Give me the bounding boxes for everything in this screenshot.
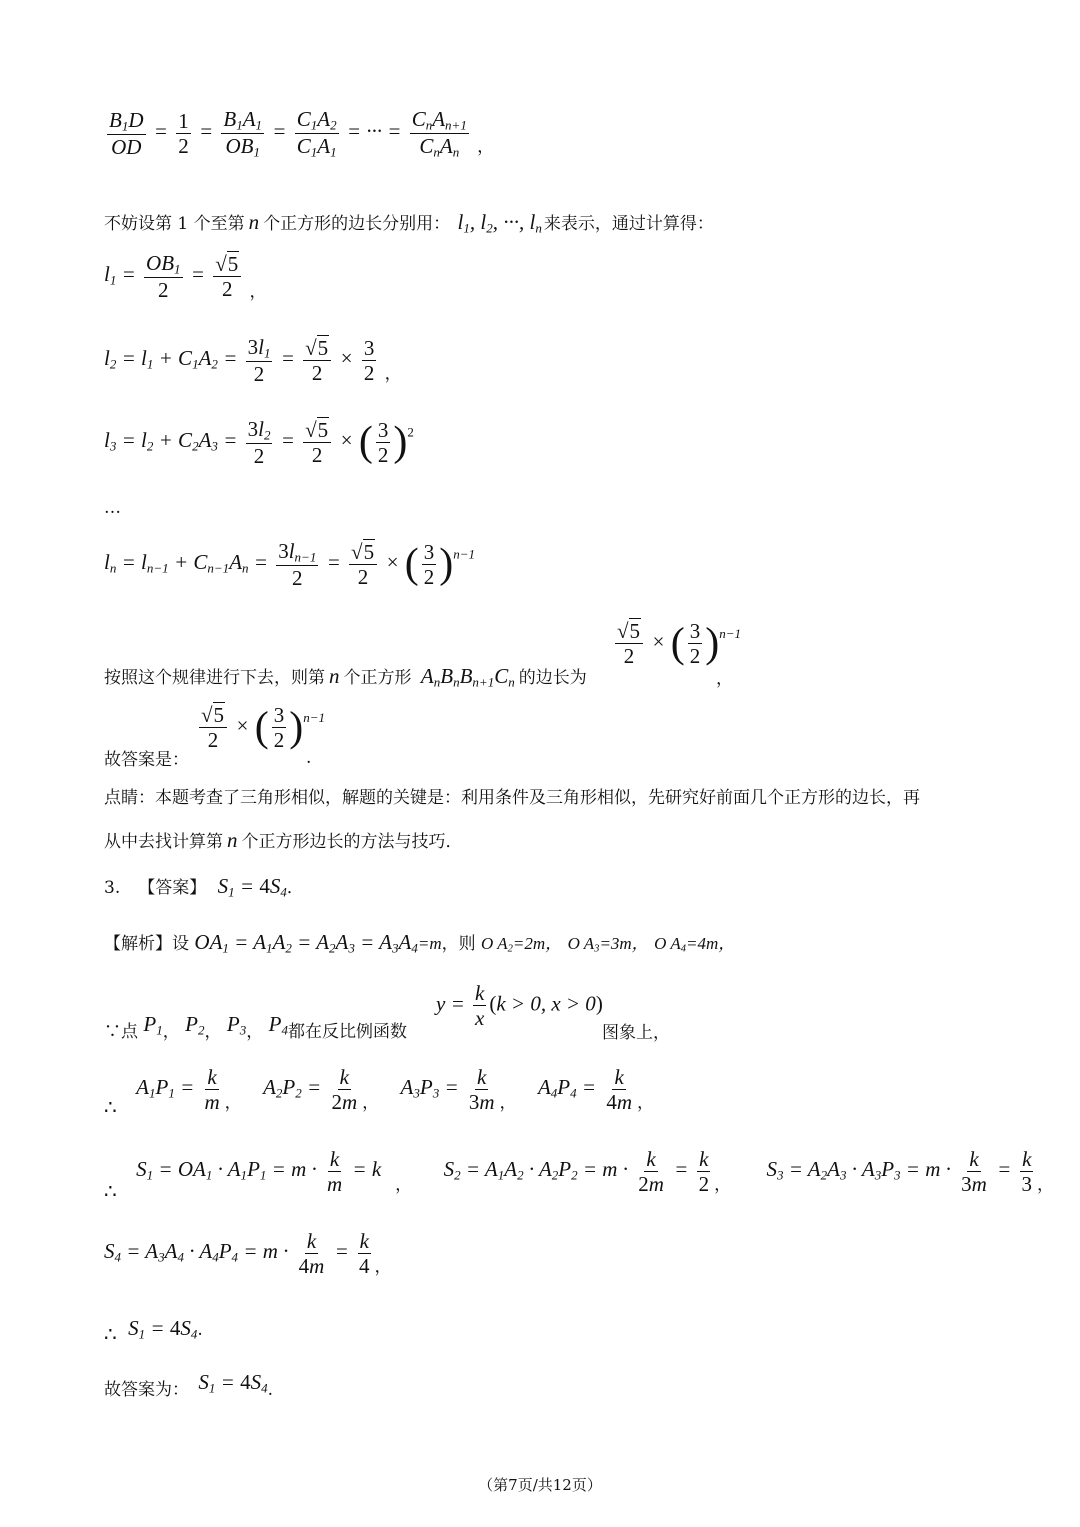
area-s4-line: $S_4 = A_3A_4 \cdot A_4P_4 = m$ · $\frac{k}{4m}$ = $\frac{k}{4}$ ， <box>104 1229 392 1279</box>
ratio-chain-formula: $\frac{B_1D}{OD}$ = $\frac{1}{2}$ = $\frac{B_1A_1}{OB_1}$ = $\frac{C_1A_2}{C_1A_1}$ = ··· = $\frac{C_nA_{n+1}}{C_nA_n}$ ， <box>109 107 495 160</box>
q3-answer-line: 3. 【答案】 $S_1 = 4S_4$． <box>104 874 304 900</box>
pattern-line: 按照这个规律进行下去，则第 n 个正方形 $A_nB_nB_{n+1}C_n$ 的边长为 <box>104 664 587 690</box>
page-footer: （第7页/共12页） <box>478 1476 602 1494</box>
formula-l2: $l_2 = l_1 + C_1A_2$ = $\frac{3l_1}{2}$ = $\frac{√5}{2}$ × $\frac{3}{2}$ ， <box>104 335 402 386</box>
formula-l1: $l_1$ = $\frac{OB_1}{2}$ = $\frac{√5}{2}$ ， <box>104 251 267 303</box>
pattern-comma: ， <box>716 669 733 689</box>
on-graph-text: 图象上， <box>602 1023 670 1043</box>
inverse-function-formula: y = $\frac{k}{x}$ (k > 0, x > 0) <box>436 981 603 1031</box>
pattern-result-formula: $\frac{√5}{2}$ × ( $\frac{3}{2}$ )$^{n-1}$ <box>617 619 742 669</box>
answer-line: 故答案是： <box>104 750 189 770</box>
conclusion-line: ∴ $S_1 = 4S_4$. <box>104 1316 203 1346</box>
answer-period: . <box>306 748 312 768</box>
areas-line: ∴ $S_1 = OA_1 \cdot A_1P_1 = m$ · $\frac{k}{m}$ = k， $S_2 = A_1A_2 \cdot A_2P_2 = m$ · $\frac{k}{2m}$ = $\frac{k}{2}$ ， $S_3 = A_2A_3 \cdot A_3P_3 = m$ · $\frac{k}{3m}$ = $\frac{k}{3}$ ， <box>104 1147 1054 1204</box>
answer-formula: $\frac{√5}{2}$ × ( $\frac{3}{2}$ )$^{n-1}$ <box>201 703 326 753</box>
comment-line-2: 从中去找计算第 n 个正方形边长的方法与技巧． <box>104 828 463 852</box>
formula-l3: $l_3 = l_2 + C_2A_3$ = $\frac{3l_2}{2}$ = $\frac{√5}{2}$ × ( $\frac{3}{2}$ )$^2$ <box>104 417 414 468</box>
formula-ln: $l_n = l_{n-1} + C_{n-1}A_n$ = $\frac{3l_{n-1}}{2}$ = $\frac{√5}{2}$ × ( $\frac{3}{2}$ )$^{n-1}$ <box>104 539 476 590</box>
ellipsis: … <box>104 498 121 518</box>
assumption-line: 不妨设第 1 个至第 n 个正方形的边长分别用： $l_1$, $l_2$, ···, $l_n$ 来表示，通过计算得： <box>104 210 714 236</box>
q3-analysis-line: 【解析】设 $OA_1 = A_1A_2 = A_2A_3 = A_3A_4=m$，则 O $A_2=2m$， O $A_3=3m$， O $A_4=4m$， <box>104 930 736 956</box>
final-answer-line: 故答案为： $S_1 = 4S_4$. <box>104 1370 274 1400</box>
comment-line-1: 点睛：本题考查了三角形相似，解题的关键是：利用条件及三角形相似，先研究好前面几个正方形的边长，再 <box>104 788 920 808</box>
ap-lengths-line: ∴ $A_1P_1$ = $\frac{k}{m}$ ， $A_2P_2$ = $\frac{k}{2m}$ ， $A_3P_3$ = $\frac{k}{3m}$ ， $A_4P_4$ = $\frac{k}{4m}$ ， <box>104 1065 654 1120</box>
because-line: ∵点 $P_1$， $P_2$， $P_3$， $P_4$都在反比例函数 <box>104 1012 407 1042</box>
